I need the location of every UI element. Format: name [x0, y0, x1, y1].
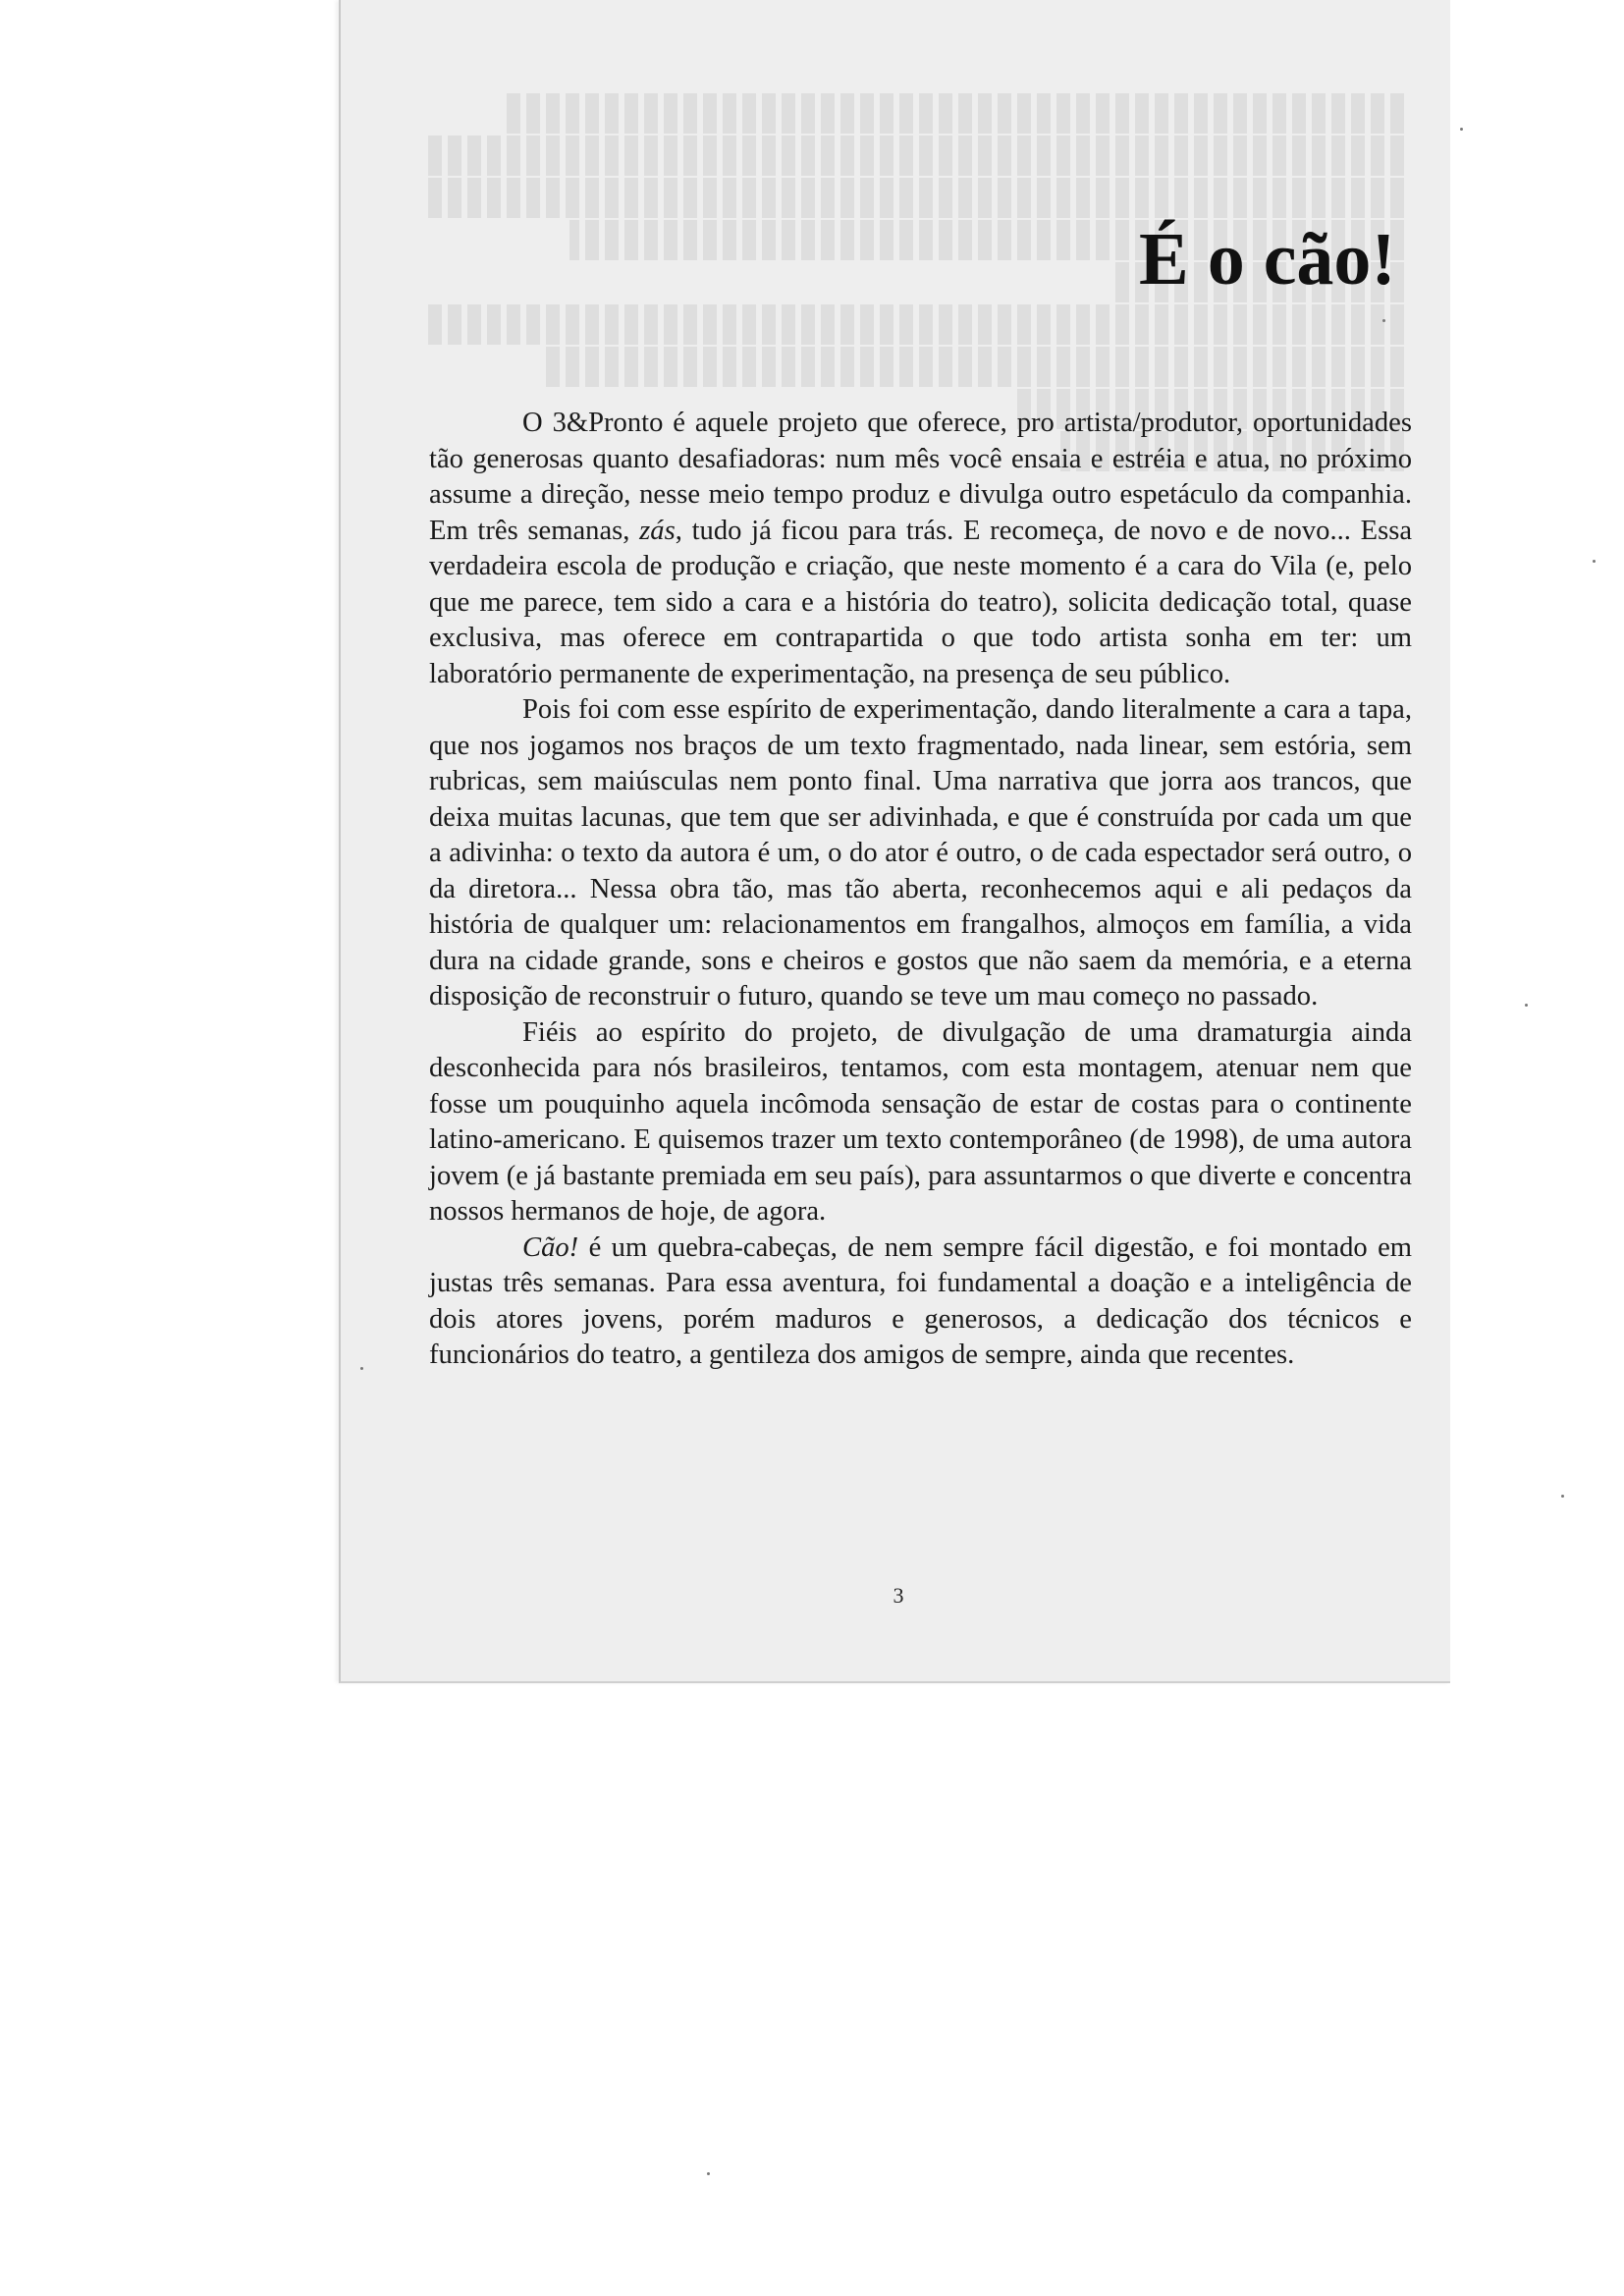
- scan-speck: [360, 1367, 363, 1370]
- paragraph-4-italic: Cão!: [522, 1231, 579, 1263]
- scan-speck: [1593, 560, 1596, 563]
- paragraph-4-text: é um quebra-cabeças, de nem sempre fácil digestão, e foi montado em justas três semanas. Para essa aventura, foi fundamental a doação e a inteligência de dois atores jovens, porém maduros e generosos, a dedicação dos técnicos e funcionários do teatro, a gentileza dos amigos de sempre, ainda que recentes.: [429, 1231, 1412, 1370]
- article-body: [429, 406, 1412, 1374]
- paragraph-4: [429, 1230, 1412, 1374]
- scan-speck: [1525, 1004, 1528, 1007]
- scan-speck: [1382, 319, 1385, 322]
- paragraph-1-text: O 3&Pronto é aquele projeto que oferece, pro artista/produtor, oportunidades tão generosas quanto desafiadoras: num mês você ensaia e estréia e atua, no próximo assume a direção, nesse meio tempo produz e divulga outro espetáculo da companhia. Em três semanas,: [429, 408, 1412, 546]
- page-number: 3: [893, 1583, 904, 1608]
- scan-speck: [1561, 1495, 1564, 1498]
- page-title: É o cão!: [1139, 218, 1396, 301]
- scan-speck: [1460, 128, 1463, 131]
- paragraph-1: [429, 406, 1412, 692]
- paragraph-1-text-rest: , tudo já ficou para trás. E recomeça, de novo e de novo... Essa verdadeira escola de produção e criação, que neste momento é a cara do Vila (e, pelo que me parece, tem sido a cara e a história do teatro), solicita dedicação total, quase exclusiva, mas oferece em contrapartida o que todo artista sonha em ter: um laboratório permanente de experimentação, na presença de seu público.: [429, 515, 1413, 689]
- paragraph-2: Pois foi com esse espírito de experimentação, dando literalmente a cara a tapa, que nos jogamos nos braços de um texto fragmentado, nada linear, sem estória, sem rubricas, sem maiúsculas nem ponto final. Uma narrativa que jorra aos trancos, que deixa muitas lacunas, que tem que ser adivinhada, e que é construída por cada um que a adivinha: o texto da autora é um, o do ator é outro, o de cada espectador será outro, o da diretora... Nessa obra tão, mas tão aberta, reconhecemos aqui e ali pedaços da história de qualquer um: relacionamentos em frangalhos, almoços em família, a vida dura na cidade grande, sons e cheiros e gostos que não saem da memória, e a eterna disposição de reconstruir o futuro, quando se teve um mau começo no passado.: [429, 694, 1412, 1011]
- paragraph-3: Fiéis ao espírito do projeto, de divulgação de uma dramaturgia ainda desconhecida para nós brasileiros, tentamos, com esta montagem, atenuar nem que fosse um pouquinho aquela incômoda sensação de estar de costas para o continente latino-americano. E quisemos trazer um texto contemporâneo (de 1998), de uma autora jovem (e já bastante premiada em seu país), para assuntarmos o que diverte e concentra nossos hermanos de hoje, de agora.: [429, 1016, 1412, 1227]
- paragraph-1-italic: zás: [639, 515, 676, 546]
- scan-speck: [707, 2172, 710, 2175]
